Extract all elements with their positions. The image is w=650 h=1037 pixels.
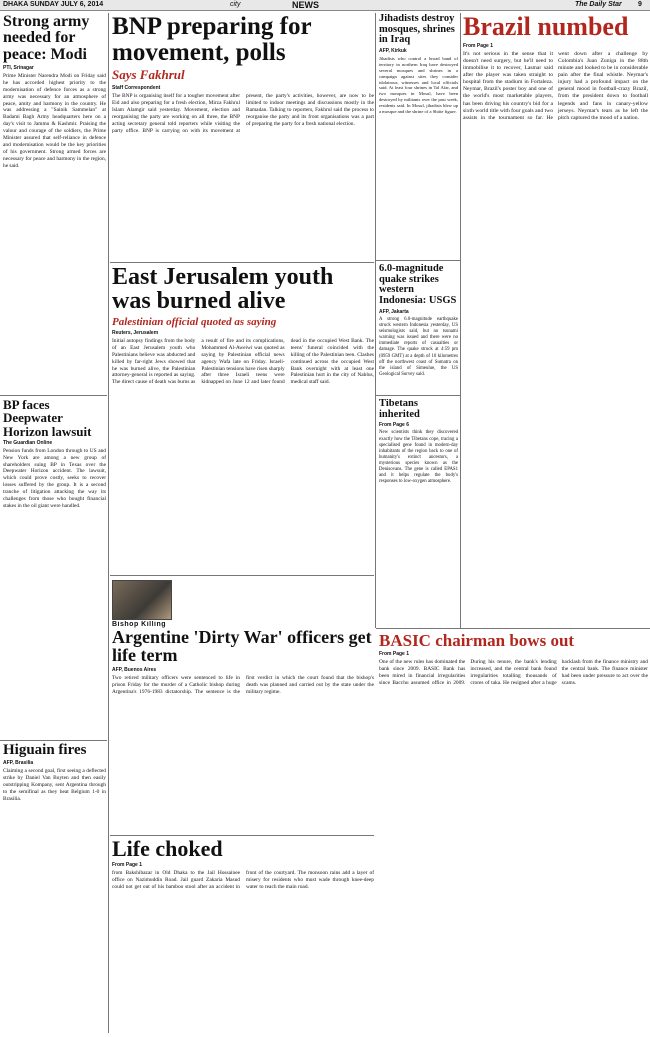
article-basic xyxy=(379,632,648,1032)
article-quake xyxy=(379,264,458,393)
headline: Jihadists destroy mosques, shrines in Iraq xyxy=(379,14,455,46)
section-rule xyxy=(0,395,107,396)
article-brazil xyxy=(463,14,648,624)
article-body: The BNP is organising itself for a tougher movement after Eid and also preparing for a fresh election, Mirza Fakhrul Islam Alamgir said yesterday. Movement, election and reorganising the party are working on all three, the BNP acting secretary general told reporters while visiting the party office. BNP is carrying on with its movement at present, the party's activities, however, are now to be limited to indoor meetings and discussions mostly in the Ramadan. Talking to reporters, Fakhrul said the process to reorganise the party and its front organisations was a part of preparing the party for a fresh national election. xyxy=(112,93,374,134)
byline: Staff Correspondent xyxy=(112,85,161,91)
article-body: Prime Minister Narendra Modi on Friday said he has accorded highest priority to the modernisation of defence forces as a strong army was necessary for an atmosphere of peace, amity and harmony in the country. He was addressing a "Sainik Sammelan" at Badami Bagh Army headquarters here on a day's visit to Jammu & Kashmir. Praising the valour and courage of the soldiers, the Prime Minister assured that self-reliance in defence and modernisation would be the key priorities of his government. Strong armed forces are necessary for peace and harmony in the region, he said. xyxy=(3,72,106,169)
section-rule xyxy=(0,740,107,741)
article-strong-army xyxy=(3,14,106,392)
section-rule xyxy=(110,835,374,836)
byline: From Page 1 xyxy=(379,651,410,658)
article-higuain xyxy=(3,743,106,1033)
article-bp-lawsuit xyxy=(3,398,106,738)
dateline: DHAKA SUNDAY JULY 6, 2014 xyxy=(3,1,104,8)
byline: AFP, Buenos Aires xyxy=(112,666,157,673)
article-body: One of the new rules has dominated the bank since 2009. BASIC Bank has been mired in financial irregularities since Bacchu assumed office in 2009. During his tenure, the bank's lending increased, and the central bank found irregularities totalling thousands of crores of taka. He resigned after a huge backlash from the finance ministry and the central bank. The finance minister had been under pressure to act over the scams. xyxy=(379,659,648,687)
article-body: Claiming a second goal, first seeing a deflected strike by Daniel Van Buyten and then easily outstripping Kompany, sent Argentina through to the semifinal as they beat Belgium 1-0 in Brasilia. xyxy=(3,768,106,802)
paper-name: The Daily Star xyxy=(575,1,622,8)
subhead: Palestinian official quoted as saying xyxy=(112,315,277,328)
article-body: from Bakshibazar in Old Dhaka to the Jail Hossainee office on Nazimuddin Road. Jail guard Zakaria Masud could not get out of his bamboo stool after an accident in front of the courtyard. The monsoon rains add a layer of misery for residents who must wade through knee-deep water to reach the main road. xyxy=(112,870,374,891)
article-body: A strong 6.0-magnitude earthquake struck western Indonesia yesterday, US seismologists said, but no tsunami warning was issued and there were no immediate reports of casualties or damage. The quake struck at 4:59 pm (0959 GMT) at a depth of 10 kilometres off the northwest coast of Sumatra on the island of Simeulue, the US Geological Survey said. xyxy=(379,316,458,377)
byline: AFP, Kirkuk xyxy=(379,48,407,55)
masthead-bar xyxy=(0,0,650,11)
page-number: 9 xyxy=(638,1,642,8)
article-body: Jihadists who control a broad band of territory in northern Iraq have destroyed several mosques and shrines in a campaign against sites they consider idolatrous, witnesses and local officials said. At least four shrines in Tal Afar, and two mosques in Mosul, have been destroyed by militants over the past week, residents said. In Mosul, jihadists blew up a mosque and the shrine of a Shiite figure. xyxy=(379,56,458,114)
column-rule xyxy=(375,13,376,628)
article-jerusalem xyxy=(112,265,374,573)
byline: The Guardian Online xyxy=(3,439,53,446)
article-argentine xyxy=(112,621,374,833)
headline: 6.0-magnitude quake strikes western Indonesia: USGS xyxy=(379,264,457,307)
photo-bishop xyxy=(112,580,172,620)
headline: Life choked xyxy=(112,838,223,861)
article-tibetans xyxy=(379,399,458,625)
article-jihadists xyxy=(379,14,458,258)
column-rule xyxy=(108,13,109,1033)
headline: Tibetans inherited xyxy=(379,399,420,420)
section-rule xyxy=(110,575,374,576)
article-body: Pension funds from London through to US and New York are among a new group of shareholders suing BP in Texas over the Deepwater Horizon accident. The lawsuit, which could prove costly, seeks to recover losses suffered by the group. It is a second tranche of litigation attacking the way its challenges from those who bought financial stakes in the oil giant were handled. xyxy=(3,447,106,509)
headline: BNP preparing for movement, polls xyxy=(112,14,312,66)
headline: BASIC chairman bows out xyxy=(379,632,575,650)
section-news: NEWS xyxy=(292,0,319,10)
byline: AFP, Brasilia xyxy=(3,760,34,767)
headline: Higuain fires xyxy=(3,743,87,758)
section-rule xyxy=(376,628,650,629)
headline: Brazil numbed xyxy=(463,14,629,41)
kicker: Bishop Killing xyxy=(112,621,167,628)
article-body: It's not serious in the sense that it doesn't need surgery, but he'll need to immobilise it to recover, Lasmar said after the player was taken straight to hospital from the stadium in Fortaleza. Neymar, Brazil's poster boy and one of the world's most marketable players, has been driving his country's bid for a sixth world title with four goals and two assists in the tournament so far. He went down after a challenge by Colombia's Juan Zuniga in the 88th minute and looked to be in considerable pain after the final whistle. Neymar's injury had a profound impact on the general mood in football-crazy Brazil, from the president down to football legends and fans in canary-yellow jerseys. Neymar's tears as he left the pitch captured the mood of a nation. xyxy=(463,50,648,121)
article-body: New scientists think they discovered exactly how the Tibetans cope, tracing a specialised gene found in modern-day inhabitants of the region back to one of humanity's extinct ancestors, a mysterious species known as the Denisovans. The gene is called EPAS1 and it helps regulate the body's responses to low-oxygen atmosphere. xyxy=(379,430,458,485)
byline: From Page 1 xyxy=(463,42,494,49)
article-life-choked xyxy=(112,838,374,1033)
headline: BP faces Deepwater Horizon lawsuit xyxy=(3,398,92,439)
section-rule xyxy=(376,395,460,396)
byline: PTI, Srinagar xyxy=(3,64,34,71)
section-city: city xyxy=(230,1,241,8)
byline: From Page 1 xyxy=(112,862,143,869)
headline: East Jerusalem youth was burned alive xyxy=(112,265,334,315)
subhead: Says Fakhrul xyxy=(112,67,185,82)
byline: Reuters, Jerusalem xyxy=(112,329,159,336)
column-rule xyxy=(460,13,461,628)
byline: From Page 6 xyxy=(379,422,410,429)
headline: Argentine 'Dirty War' officers get life term xyxy=(112,627,372,666)
byline: AFP, Jakarta xyxy=(379,308,409,315)
headline: Strong army needed for peace: Modi xyxy=(3,14,90,63)
section-rule xyxy=(376,260,460,261)
article-body: Two retired military officers were sentenced to life in prison Friday for the murder of a Catholic bishop during Argentina's 1976-1983 dictatorship. The sentence is the first verdict in which the court found that the bishop's death was planned and carried out by the state under the military regime. xyxy=(112,674,374,695)
section-rule xyxy=(110,262,374,263)
article-body: Initial autopsy findings from the body of an East Jerusalem youth who Palestinians believe was abducted and killed by far-right Jews showed that he was burned alive, the Palestinian attorney-general is reported as saying. The direct cause of death was burns as a result of fire and its complications, Mohammed Al-Aweiwi was quoted as saying by Palestinian official news agency Wafa late on Friday. Israeli-Palestinian tensions have risen sharply after three Israeli teens were kidnapped on June 12 and later found dead in the occupied West Bank. The teens' funeral coincided with the killing of the Palestinian teen. Clashes continued across the occupied West Bank overnight with at least one Palestinian hurt in the city of Nablus, medical staff said. xyxy=(112,337,374,386)
article-bnp xyxy=(112,14,374,260)
